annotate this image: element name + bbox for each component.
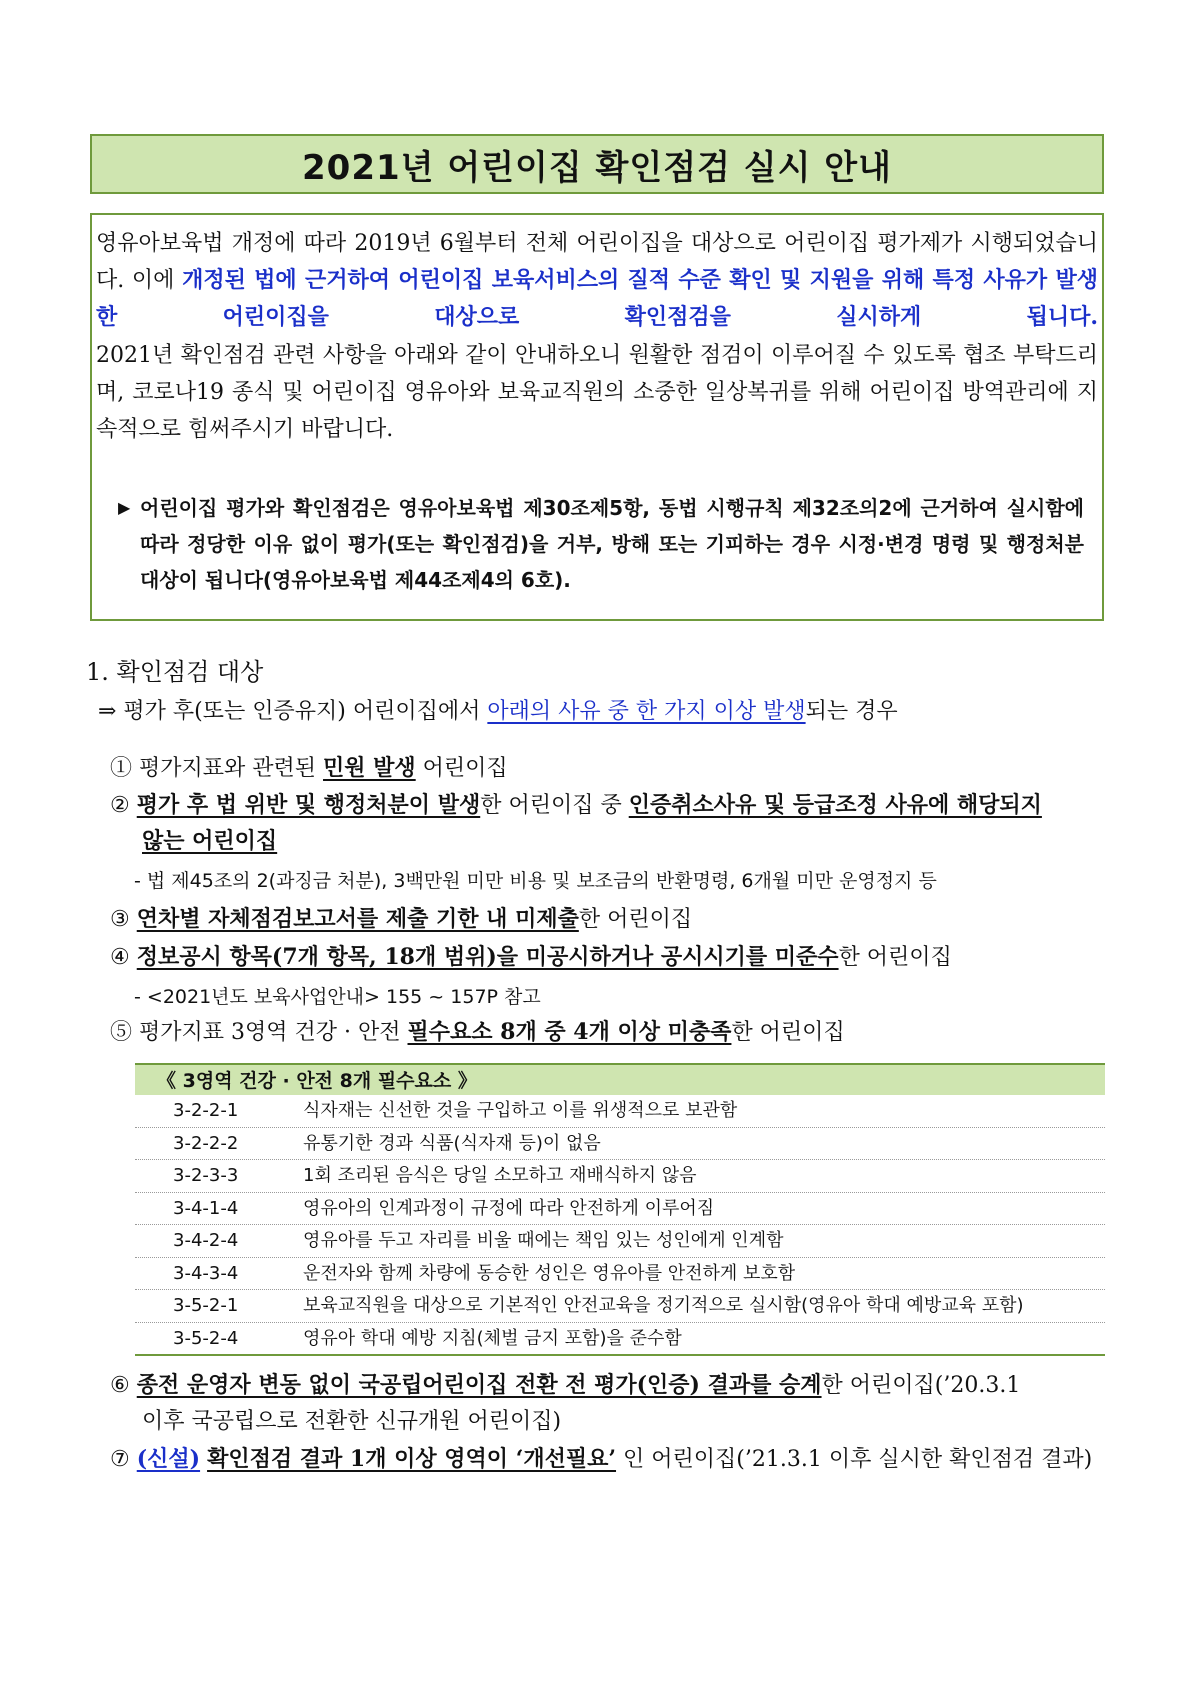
list-item-continued: 이후 국공립으로 전환한 신규개원 어린이집): [142, 1409, 562, 1434]
item-emphasis: 연차별 자체점검보고서를 제출 기한 내 미제출: [136, 906, 579, 932]
row-code: 3-2-2-1: [173, 1100, 239, 1121]
item-text: 한 어린이집: [578, 907, 693, 932]
legal-notice-line-3: 대상이 됩니다(영유아보육법 제44조제4의 6호).: [140, 568, 571, 592]
item-number: ①: [110, 756, 133, 781]
triangle-bullet-icon: ▶: [118, 498, 131, 517]
intro-p1-highlight: 개정된 법에 근거하여 어린이집 보육서비스의 질적 수준 확인 및 지원을 위해 특정 사유가 발생한 어린이집을 대상으로 확인점검을 실시하게 됩니다.: [96, 267, 1098, 330]
table-row: [135, 1160, 1105, 1193]
row-code: 3-5-2-1: [173, 1295, 239, 1316]
new-tag: (신설): [136, 1446, 201, 1472]
list-item-note: - 법 제45조의 2(과징금 처분), 3백만원 미만 비용 및 보조금의 반환명령, 6개월 미만 운영정지 등: [134, 870, 937, 892]
item-emphasis: 정보공시 항목(7개 항목, 18개 범위)을 미공시하거나 공시시기를 미준수: [136, 944, 839, 970]
required-elements-table: [135, 1063, 1105, 1356]
row-code: 3-2-3-3: [173, 1165, 239, 1186]
list-item: [110, 788, 1042, 819]
item-text: 한 어린이집(’20.3.1: [821, 1373, 1021, 1398]
list-item-continued: [142, 824, 277, 855]
table-row: [135, 1290, 1105, 1323]
item-text: 어린이집: [415, 756, 508, 781]
list-item: [110, 1015, 845, 1046]
page-title: 2021년 어린이집 확인점검 실시 안내: [90, 134, 1104, 194]
intro-paragraph-1: [96, 225, 1098, 336]
row-code: 3-2-2-2: [173, 1132, 239, 1154]
table-row: [135, 1193, 1105, 1226]
legal-notice-line-1: 어린이집 평가와 확인점검은 영유아보육법 제30조제5항, 동법 시행규칙 제32조의2에 근거하여 실시함에: [140, 496, 1084, 520]
item-emphasis: 민원 발생: [323, 755, 416, 781]
section-summary: [98, 694, 898, 725]
list-item: [110, 751, 508, 782]
item-number: ⑤: [110, 1020, 133, 1045]
list-item: [110, 1442, 1092, 1473]
intro-paragraph-2: 2021년 확인점검 관련 사항을 아래와 같이 안내하오니 원활한 점검이 이루어질 수 있도록 협조 부탁드리며, 코로나19 종식 및 어린이집 영유아와 보육교직원의 소중한 일상복귀를 위해 어린이집 방역관리에 지속적으로 힘써주시기 바랍니다.: [96, 343, 1098, 442]
summary-text: ⇒ 평가 후(또는 인증유지) 어린이집에서: [98, 699, 488, 724]
row-desc: 영유아를 두고 자리를 비울 때에는 책임 있는 성인에게 인계함: [303, 1230, 784, 1251]
intro-p1-text: 영유아보육법 개정에 따라 2019년 6월부터 전체 어린이집을 대상으로 어린이집 평가제가 시행되었습니다. 이에: [96, 231, 1099, 293]
item-number: ⑦: [110, 1447, 130, 1472]
table-row: [135, 1095, 1105, 1128]
list-item: [110, 1368, 1020, 1399]
row-code: 3-5-2-4: [173, 1327, 239, 1349]
table-row: [135, 1258, 1105, 1291]
item-number: ②: [110, 793, 130, 818]
table-header: 《 3영역 건강 · 안전 8개 필수요소 》: [135, 1063, 1105, 1095]
table-row: [135, 1225, 1105, 1258]
item-emphasis: 필수요소 8개 중 4개 이상 미충족: [407, 1019, 732, 1045]
row-code: 3-4-3-4: [173, 1262, 239, 1284]
item-number: ④: [110, 945, 130, 970]
table-row: [135, 1128, 1105, 1161]
row-desc: 영유아 학대 예방 지침(체벌 금지 포함)을 준수함: [303, 1327, 682, 1349]
row-code: 3-4-2-4: [173, 1230, 239, 1251]
list-item: [110, 940, 952, 971]
item-number: ③: [110, 907, 130, 932]
legal-notice-line-2: 따라 정당한 이유 없이 평가(또는 확인점검)을 거부, 방해 또는 기피하는 경우 시정·변경 명령 및 행정처분: [140, 532, 1084, 556]
row-desc: 1회 조리된 음식은 당일 소모하고 재배식하지 않음: [303, 1165, 697, 1186]
list-item: [110, 902, 692, 933]
item-text: 평가지표와 관련된: [132, 756, 324, 781]
item-emphasis: 평가 후 법 위반 및 행정처분이 발생: [136, 792, 481, 818]
summary-highlight: 아래의 사유 중 한 가지 이상 발생: [487, 699, 806, 724]
row-desc: 식자재는 신선한 것을 구입하고 이를 위생적으로 보관함: [303, 1100, 738, 1121]
row-desc: 운전자와 함께 차량에 동승한 성인은 영유아를 안전하게 보호함: [303, 1262, 796, 1284]
item-text: 인 어린이집(’21.3.1 이후 실시한 확인점검 결과): [616, 1447, 1093, 1472]
item-emphasis: 않는 어린이집: [142, 828, 278, 854]
item-text: 평가지표 3영역 건강 · 안전: [132, 1020, 408, 1045]
item-text: 한 어린이집: [731, 1020, 845, 1045]
item-emphasis: 종전 운영자 변동 없이 국공립어린이집 전환 전 평가(인증) 결과를 승계: [136, 1372, 822, 1398]
item-text: 한 어린이집: [838, 945, 952, 970]
item-number: ⑥: [110, 1373, 130, 1398]
list-item-note: - <2021년도 보육사업안내> 155 ~ 157P 참고: [134, 986, 541, 1008]
row-code: 3-4-1-4: [173, 1197, 239, 1219]
table-row: [135, 1323, 1105, 1357]
summary-tail: 되는 경우: [805, 699, 898, 724]
item-emphasis: 인증취소사유 및 등급조정 사유에 해당되지: [628, 792, 1042, 818]
section-title: 1. 확인점검 대상: [86, 658, 264, 686]
intro-box: [90, 213, 1104, 621]
item-emphasis: 확인점검 결과 1개 이상 영역이 ‘개선필요’: [207, 1446, 617, 1472]
row-desc: 유통기한 경과 식품(식자재 등)이 없음: [303, 1132, 601, 1154]
row-desc: 보육교직원을 대상으로 기본적인 안전교육을 정기적으로 실시함(영유아 학대 예방교육 포함): [303, 1295, 1024, 1316]
item-text: 한 어린이집 중: [480, 793, 629, 818]
row-desc: 영유아의 인계과정이 규정에 따라 안전하게 이루어짐: [303, 1197, 715, 1219]
